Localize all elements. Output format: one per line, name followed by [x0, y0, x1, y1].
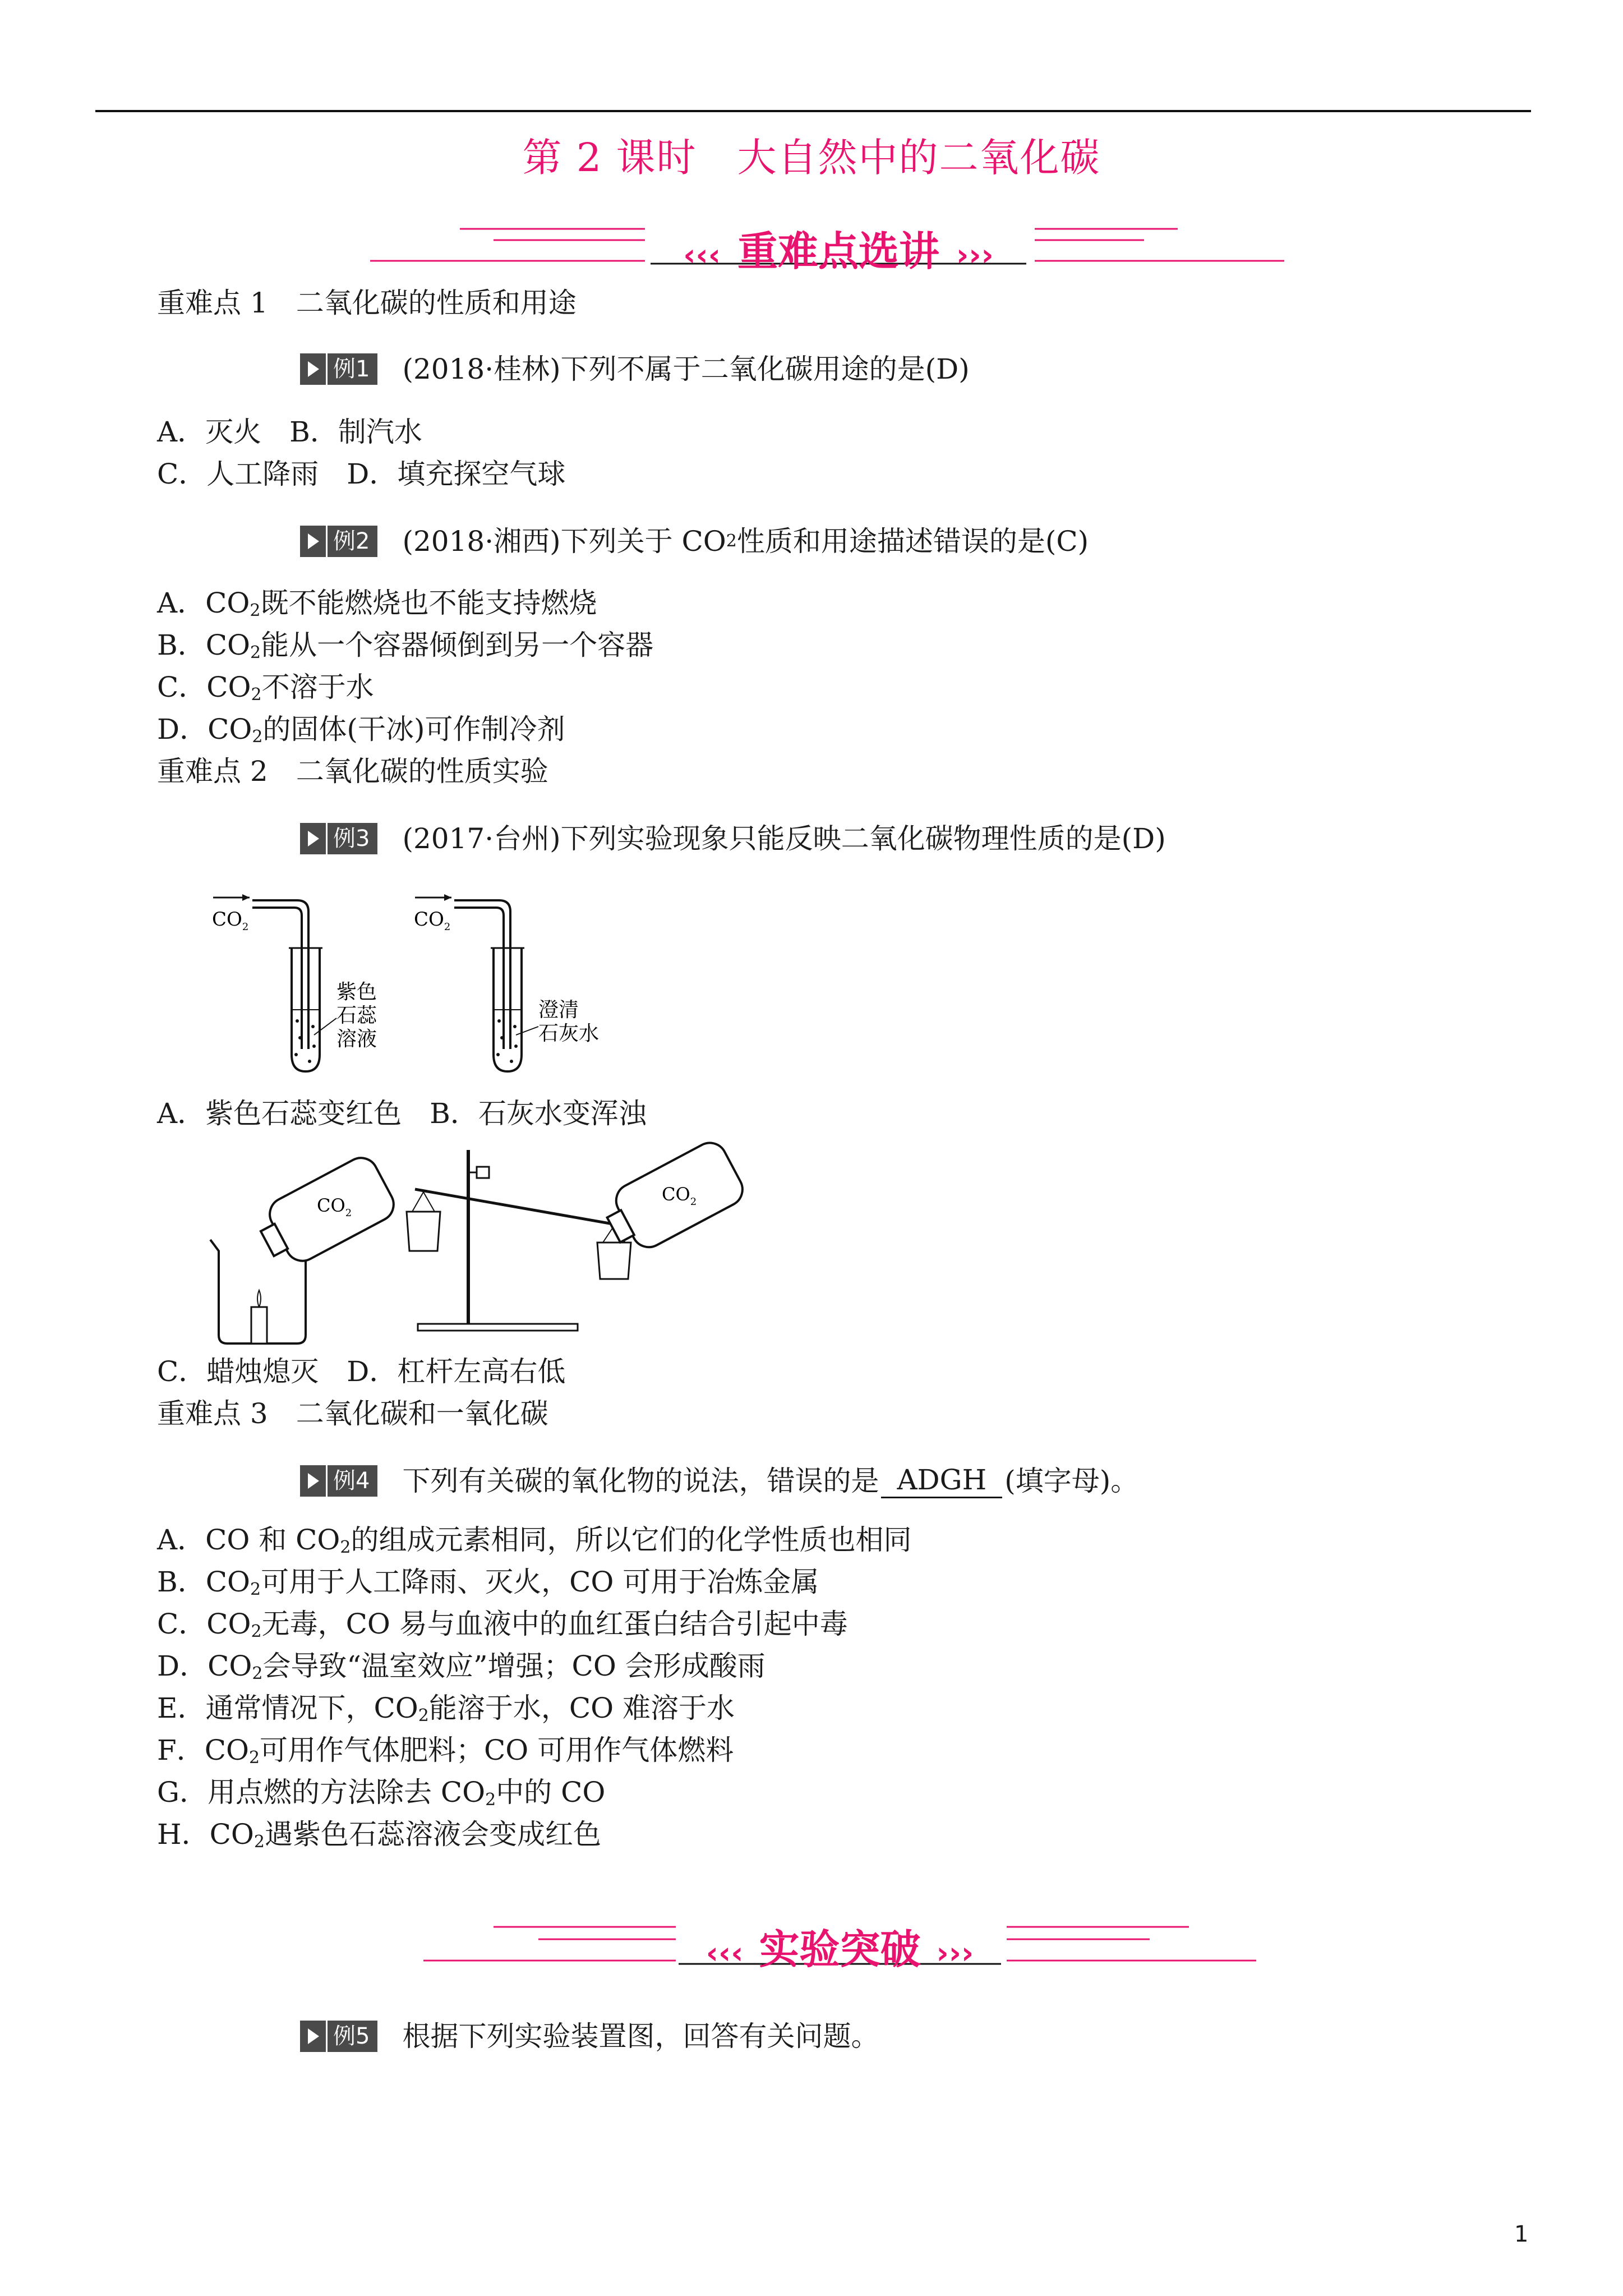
figure-candle-and-lever	[202, 1139, 751, 1346]
key-point-3: 重难点 3 二氧化碳和一氧化碳	[157, 1397, 548, 1430]
example-4-question: 例4 下列有关碳的氧化物的说法，错误的是 ADGH (填字母)。	[300, 1463, 1138, 1498]
example-3-options-row1: A．紫色石蕊变红色 B．石灰水变浑浊	[157, 1097, 647, 1130]
example-4-option-g: G．用点燃的方法除去 $CO_2$中的 CO	[157, 1776, 606, 1810]
section-banner-key-points	[0, 208, 1623, 286]
example-badge: 例5	[300, 2021, 377, 2052]
example-2-option-b: B．$CO_2$能从一个容器倾倒到另一个容器	[157, 629, 654, 662]
play-icon	[308, 831, 319, 846]
example-4-option-h: H．$CO_2$遇紫色石蕊溶液会变成红色	[157, 1818, 601, 1852]
figure-b-limewater-tube	[414, 894, 599, 1071]
example-4-option-d: D．$CO_2$会导致“温室效应”增强；CO 会形成酸雨	[157, 1650, 766, 1683]
banner-title: 重难点选讲	[737, 228, 939, 275]
example-2-question: 例2 (2018·湘西) 下列关于 CO 2 性质和用途描述错误的是(C)	[300, 524, 1089, 558]
play-icon	[308, 1473, 319, 1489]
svg-text:石蕊: 石蕊	[336, 1004, 377, 1027]
key-point-2: 重难点 2 二氧化碳的性质实验	[157, 755, 548, 788]
example-2-option-c: C．$CO_2$不溶于水	[157, 671, 374, 705]
example-1-question: 例1 (2018·桂林) 下列不属于二氧化碳用途的是(D)	[300, 352, 970, 386]
play-icon	[308, 533, 319, 549]
banner-right-chevrons: ›››	[936, 1935, 974, 1971]
example-4-option-c: C．$CO_2$无毒，CO 易与血液中的血红蛋白结合引起中毒	[157, 1608, 848, 1641]
example-1-options-row2: C．人工降雨 D．填充探空气球	[157, 458, 566, 490]
example-1-options-row1: A．灭火 B．制汽水	[157, 416, 422, 448]
key-point-label: 重难点 1	[157, 287, 268, 319]
example-3-question: 例3 (2017·台州) 下列实验现象只能反映二氧化碳物理性质的是(D)	[300, 822, 1166, 855]
page-title: 第 2 课时 大自然中的二氧化碳	[522, 135, 1101, 181]
play-icon	[308, 361, 319, 377]
figure-test-tubes	[202, 886, 651, 1077]
play-icon	[308, 2028, 319, 2044]
example-4-option-f: F．$CO_2$可用作气体肥料；CO 可用作气体燃料	[157, 1734, 734, 1768]
section-banner-experiment	[0, 1904, 1623, 1983]
banner-right-chevrons: ›››	[956, 237, 994, 273]
banner-title: 实验突破	[759, 1926, 921, 1973]
svg-text:CO2: $CO_2$	[317, 1195, 352, 1219]
example-badge: 例3	[300, 823, 377, 854]
key-point-text: 二氧化碳的性质和用途	[296, 287, 577, 319]
svg-text:澄清: 澄清	[538, 999, 579, 1022]
example-2-option-d: D．$CO_2$的固体(干冰)可作制冷剂	[157, 713, 565, 747]
example-4-option-b: B．$CO_2$可用于人工降雨、灭火，CO 可用于冶炼金属	[157, 1566, 819, 1599]
banner-left-chevrons: ‹‹‹	[683, 237, 721, 273]
example-3-options-row2: C．蜡烛熄灭 D．杠杆左高右低	[157, 1355, 566, 1388]
svg-text:溶液: 溶液	[336, 1028, 377, 1051]
svg-text:紫色: 紫色	[336, 981, 377, 1004]
figure-c-candle-beaker	[210, 1152, 399, 1343]
example-2-option-a: A．$CO_2$既不能燃烧也不能支持燃烧	[157, 587, 597, 620]
page-number: 1	[1514, 2221, 1529, 2247]
top-rule	[95, 110, 1531, 112]
banner-left-chevrons: ‹‹‹	[706, 1935, 744, 1971]
figure-d-lever-balance	[407, 1139, 748, 1331]
svg-text:CO2: $CO_2$	[414, 908, 451, 933]
answer-blank: ADGH	[881, 1463, 1002, 1498]
svg-text:CO2: $CO_2$	[662, 1184, 697, 1208]
example-4-option-e: E．通常情况下，$CO_2$能溶于水，CO 难溶于水	[157, 1692, 735, 1726]
example-badge: 例1	[300, 353, 377, 385]
figure-a-litmus-tube	[212, 894, 377, 1071]
example-badge: 例4	[300, 1465, 377, 1497]
svg-text:石灰水: 石灰水	[538, 1022, 600, 1045]
key-point-1	[157, 286, 577, 320]
example-4-option-a: A．CO 和 $CO_2$的组成元素相同，所以它们的化学性质也相同	[157, 1524, 912, 1557]
svg-text:CO2: $CO_2$	[212, 908, 249, 933]
example-5-question: 例5 根据下列实验装置图，回答有关问题。	[300, 2019, 879, 2053]
example-badge: 例2	[300, 526, 377, 557]
